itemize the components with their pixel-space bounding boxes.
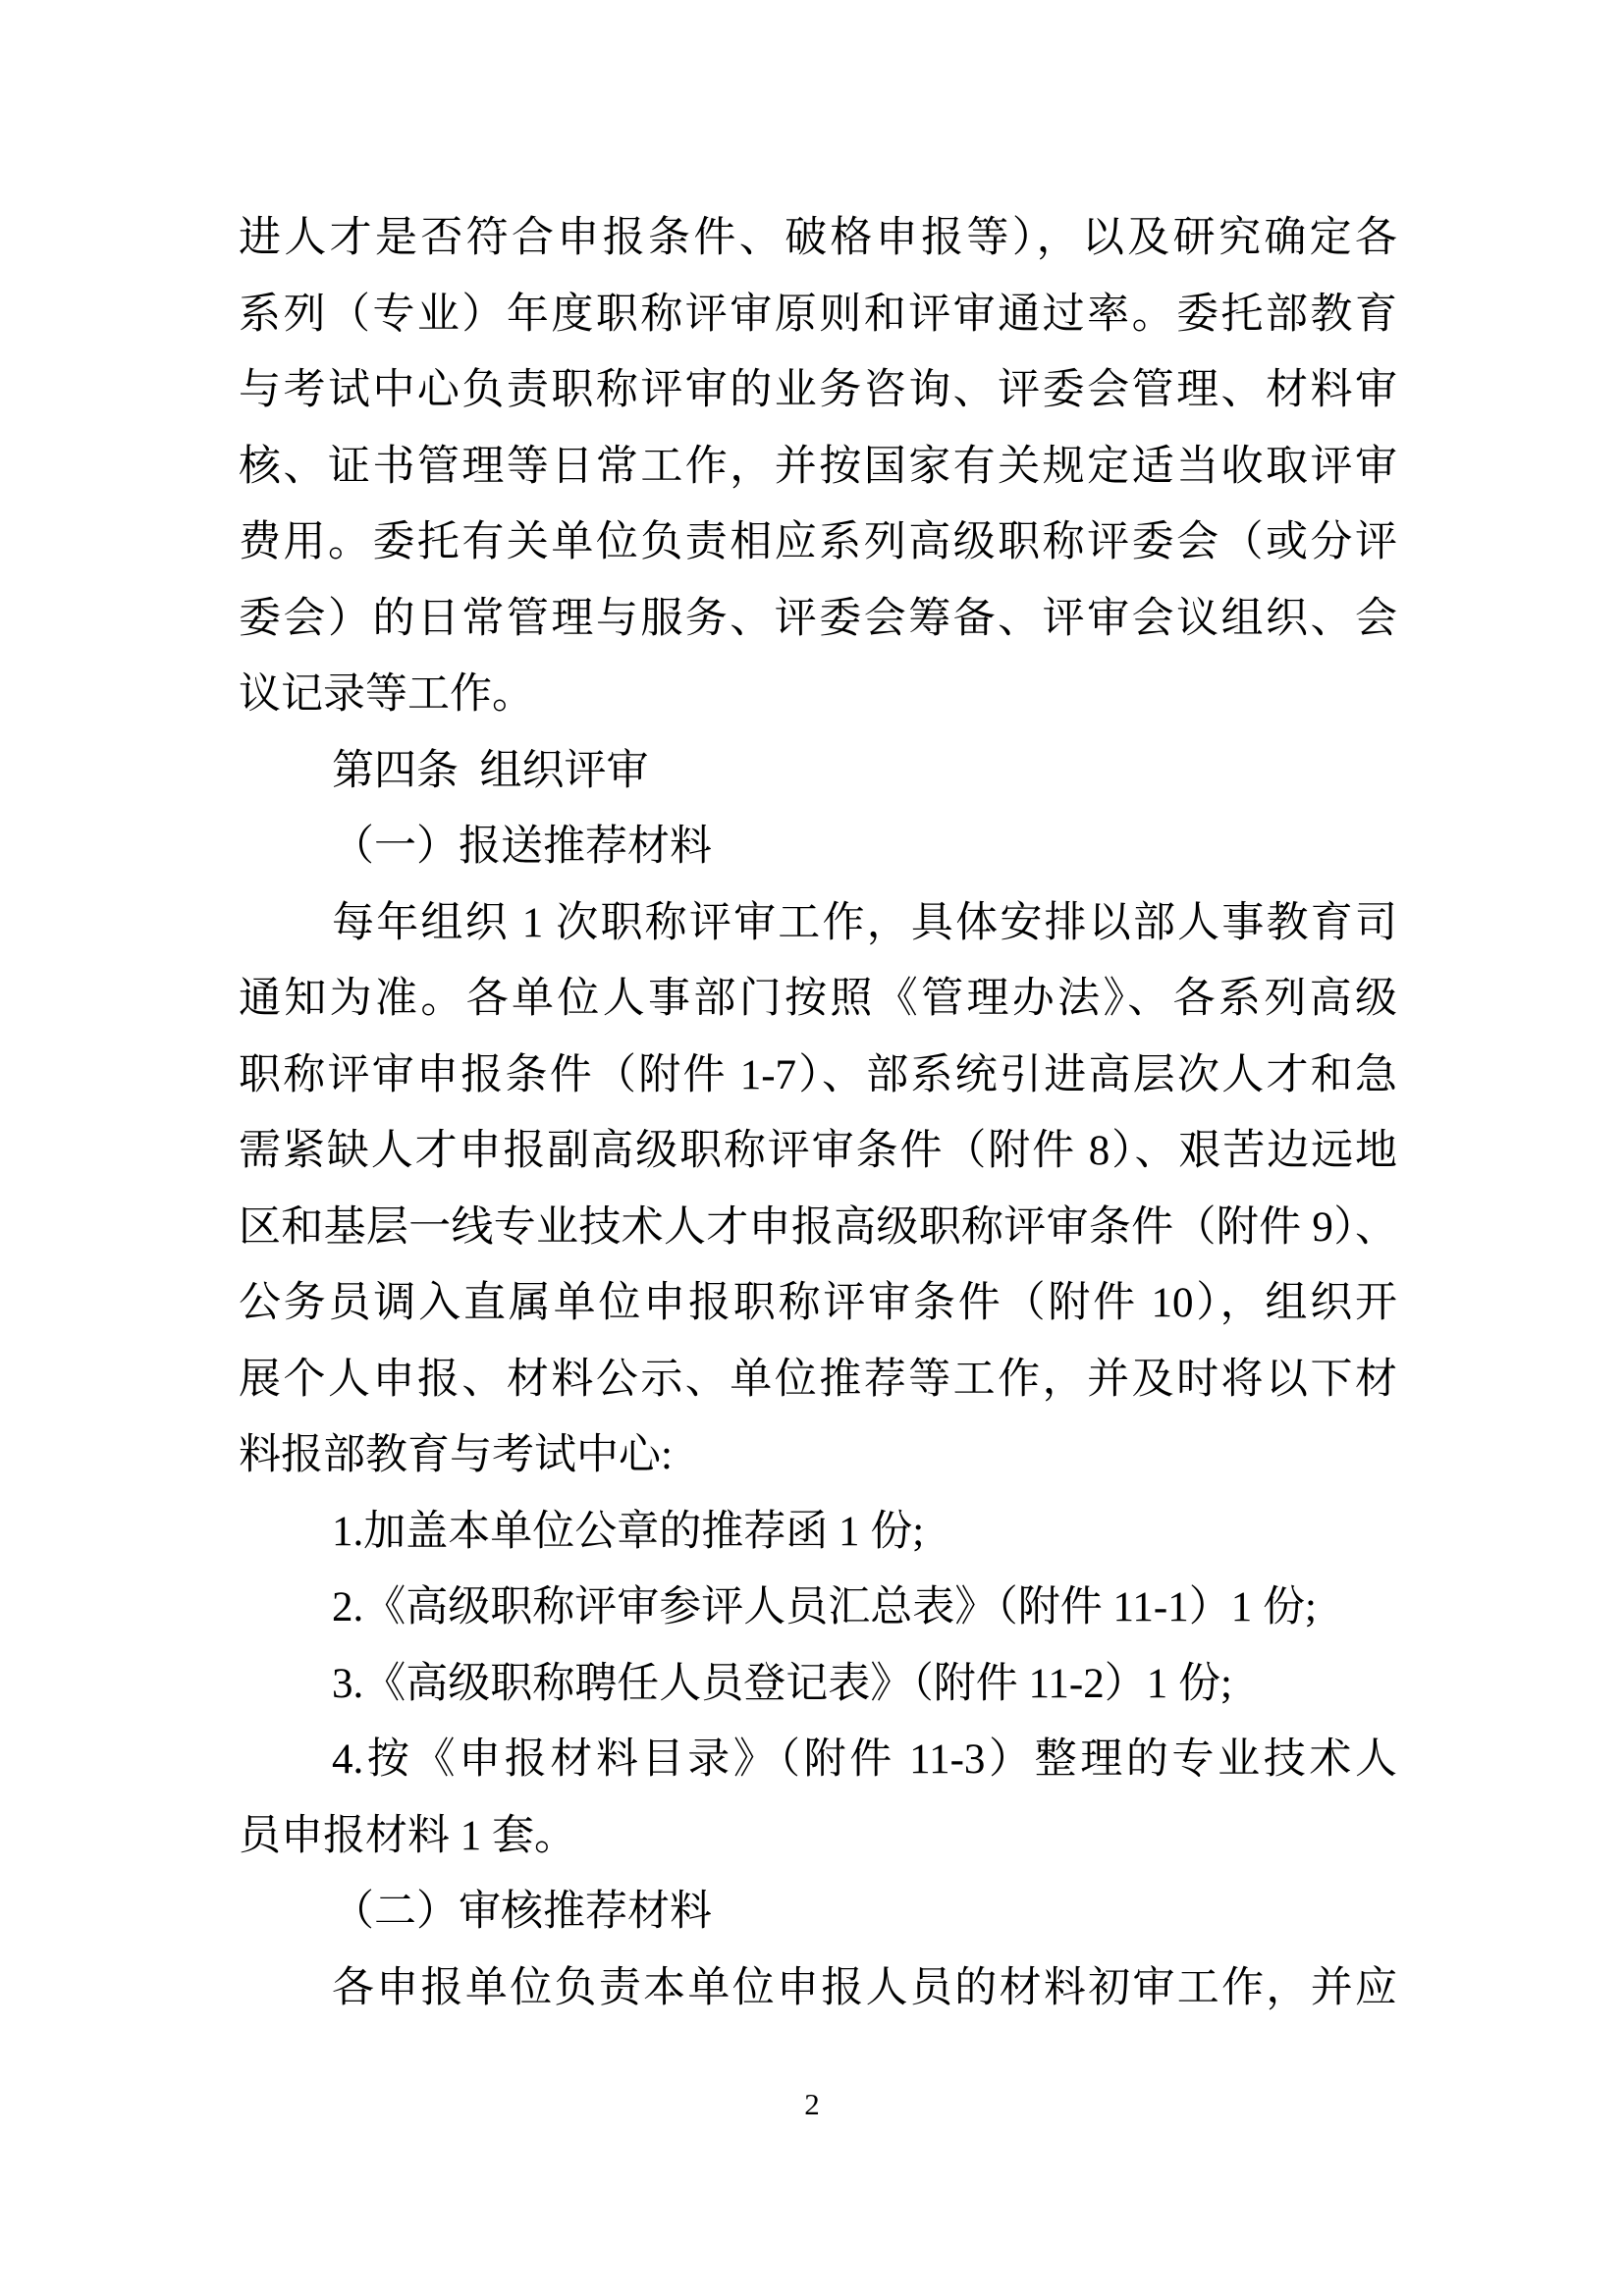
text-line: 1.加盖本单位公章的推荐函 1 份; — [332, 1508, 925, 1555]
text-line: （一）报送推荐材料 — [332, 824, 712, 870]
text-line: 通知为准。各单位人事部门按照《管理办法》、各系列高级 — [239, 976, 1397, 1022]
text-line: 料报部教育与考试中心: — [239, 1432, 673, 1478]
page-number: 2 — [804, 2087, 820, 2121]
text-line: 职称评审申报条件（附件 1-7）、部系统引进高层次人才和急 — [239, 1051, 1397, 1098]
text-line: 展个人申报、材料公示、单位推荐等工作，并及时将以下材 — [239, 1356, 1397, 1403]
text-line: 3.《高级职称聘任人员登记表》（附件 11-2）1 份; — [332, 1660, 1232, 1707]
text-line: 每年组织 1 次职称评审工作，具体安排以部人事教育司 — [332, 899, 1397, 946]
text-line: 议记录等工作。 — [239, 671, 534, 718]
text-line: 进人才是否符合申报条件、破格申报等），以及研究确定各 — [239, 215, 1397, 261]
text-line: 与考试中心负责职称评审的业务咨询、评委会管理、材料审 — [239, 367, 1397, 413]
text-line: 系列（专业）年度职称评审原则和评审通过率。委托部教育 — [239, 291, 1397, 338]
text-line: 区和基层一线专业技术人才申报高级职称评审条件（附件 9）、 — [239, 1203, 1397, 1251]
text-line: 公务员调入直属单位申报职称评审条件（附件 10），组织开 — [239, 1280, 1397, 1326]
text-line: 核、证书管理等日常工作，并按国家有关规定适当收取评审 — [239, 443, 1397, 490]
text-line: 各申报单位负责本单位申报人员的材料初审工作，并应 — [332, 1964, 1397, 2011]
document-body — [239, 200, 1397, 2026]
text-line: 第四条 组织评审 — [332, 747, 649, 794]
text-line: 4.按《申报材料目录》（附件 11-3）整理的专业技术人 — [332, 1736, 1397, 1783]
text-line: （二）审核推荐材料 — [332, 1889, 712, 1935]
text-line: 需紧缺人才申报副高级职称评审条件（附件 8）、艰苦边远地 — [239, 1128, 1397, 1174]
text-line: 委会）的日常管理与服务、评委会筹备、评审会议组织、会 — [239, 595, 1397, 642]
text-line: 员申报材料 1 套。 — [239, 1812, 576, 1859]
text-line: 费用。委托有关单位负责相应系列高级职称评委会（或分评 — [239, 519, 1397, 565]
text-line: 2.《高级职称评审参评人员汇总表》（附件 11-1）1 份; — [332, 1584, 1317, 1630]
